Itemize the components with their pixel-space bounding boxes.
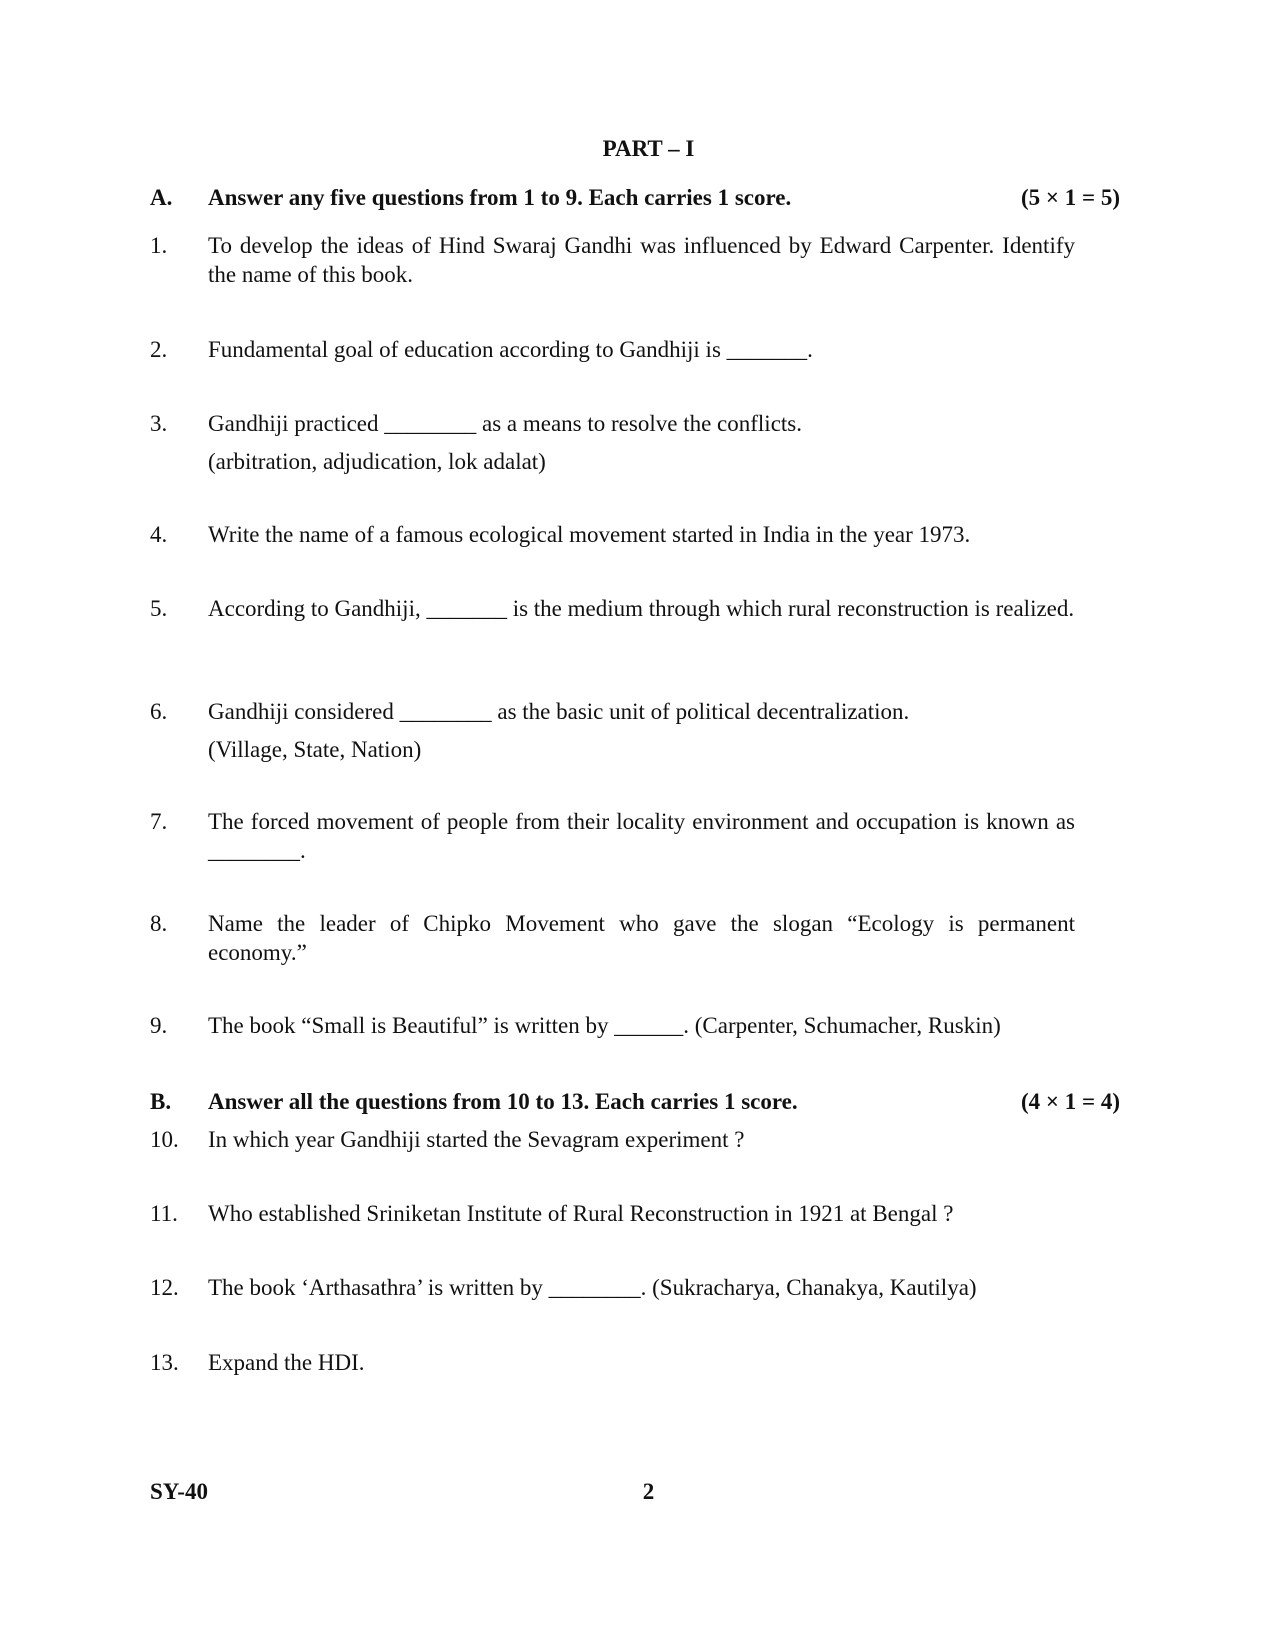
- question-number: 9.: [150, 1013, 168, 1038]
- part-title: PART – I: [602, 136, 695, 161]
- question-12: [150, 1273, 1075, 1302]
- section-a-score: (5 × 1 = 5): [1020, 185, 1120, 210]
- question-text: To develop the ideas of Hind Swaraj Gandhi was influenced by Edward Carpenter. Identify the name of this book.: [208, 233, 1075, 287]
- question-7: [150, 807, 1075, 865]
- question-number: 7.: [150, 809, 168, 834]
- question-text: Gandhiji practiced ________ as a means to resolve the conflicts.: [208, 411, 802, 436]
- question-4: [150, 520, 1075, 549]
- question-text: Name the leader of Chipko Movement who gave the slogan “Ecology is permanent economy.”: [208, 911, 1075, 965]
- question-number: 12.: [150, 1275, 179, 1300]
- question-11: [150, 1199, 1075, 1228]
- question-text: The book ‘Arthasathra’ is written by ________. (Sukracharya, Chanakya, Kautilya): [208, 1275, 977, 1300]
- question-text: Fundamental goal of education according to Gandhiji is _______.: [208, 337, 813, 362]
- question-number: 2.: [150, 337, 168, 362]
- question-2: [150, 335, 1075, 364]
- question-text: The book “Small is Beautiful” is written by ______. (Carpenter, Schumacher, Ruskin): [208, 1013, 1001, 1038]
- question-text: Who established Sriniketan Institute of Rural Reconstruction in 1921 at Bengal ?: [208, 1201, 954, 1226]
- section-a-instruction: Answer any five questions from 1 to 9. Each carries 1 score.: [208, 185, 792, 210]
- question-13: [150, 1348, 1075, 1377]
- question-number: 8.: [150, 911, 168, 936]
- question-text: Gandhiji considered ________ as the basic unit of political decentralization.: [208, 699, 910, 724]
- question-text: Expand the HDI.: [208, 1350, 365, 1375]
- question-options: (Village, State, Nation): [208, 737, 422, 762]
- question-number: 5.: [150, 596, 168, 621]
- question-text: Write the name of a famous ecological movement started in India in the year 1973.: [208, 522, 971, 547]
- question-text: According to Gandhiji, _______ is the medium through which rural reconstruction is realized.: [208, 596, 1075, 621]
- section-b-letter: B.: [150, 1089, 172, 1114]
- question-10: [150, 1125, 1075, 1154]
- question-3: [150, 409, 1075, 476]
- question-number: 3.: [150, 411, 168, 436]
- question-number: 1.: [150, 233, 168, 258]
- question-options: (arbitration, adjudication, lok adalat): [208, 449, 546, 474]
- question-1: [150, 231, 1075, 289]
- question-5: [150, 594, 1075, 623]
- question-number: 6.: [150, 699, 168, 724]
- question-number: 10.: [150, 1127, 179, 1152]
- question-number: 13.: [150, 1350, 179, 1375]
- question-number: 11.: [150, 1201, 178, 1226]
- question-text: In which year Gandhiji started the Sevagram experiment ?: [208, 1127, 745, 1152]
- question-number: 4.: [150, 522, 168, 547]
- question-8: [150, 909, 1075, 967]
- section-b-instruction: Answer all the questions from 10 to 13. Each carries 1 score.: [208, 1089, 798, 1114]
- question-6: [150, 697, 1075, 764]
- page-number: 2: [642, 1479, 655, 1504]
- question-9: [150, 1011, 1075, 1040]
- section-b-score: (4 × 1 = 4): [1020, 1089, 1120, 1114]
- section-a-letter: A.: [150, 185, 173, 210]
- paper-code: SY-40: [150, 1479, 208, 1504]
- question-text: The forced movement of people from their locality environment and occupation is known as ________.: [208, 809, 1075, 863]
